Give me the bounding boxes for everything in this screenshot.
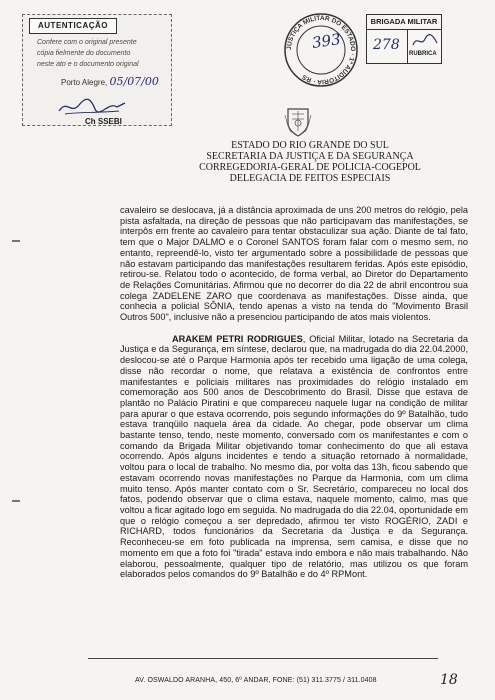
seal-page-number: 393 [310, 30, 342, 52]
signature-icon [57, 95, 127, 117]
brigada-militar-stamp [366, 14, 442, 64]
seal-ring-text: JUSTIÇA MILITAR DO ESTADO · 1ª AUDITORIA · RS [285, 14, 357, 86]
authentication-stamp [22, 14, 172, 126]
brigada-militar-stamp-title: BRIGADA MILITAR [367, 15, 441, 30]
authentication-stamp-date [61, 75, 159, 88]
authentication-stamp-line: neste ato e o documento original [37, 61, 139, 68]
margin-mark [12, 240, 20, 242]
witness-name: ARAKEM PETRI RODRIGUES [172, 333, 303, 344]
rubrica-label: RUBRICA [409, 51, 437, 57]
handwritten-page-number: 18 [440, 672, 458, 688]
footer-address: AV. OSWALDO ARANHA, 450, 6º ANDAR, FONE: (51) 311.3775 / 311.0408 [135, 677, 377, 684]
body-paragraph: cavaleiro se deslocava, já a distância aproximada de uns 200 metros do relógio, pela pista asfaltada, na direção de pessoas que não participavam das manifestações, se interpôs em frente ao cavaleiro para tentar obstaculizar sua ação. Diante de tal fato, tem que o Major DALMO e o Coronel SANTOS foram falar com o mesmo sem, no entanto, repreendê-lo, visto ter argumentado sobre a possibilidade de pessoas que não estavam participando das manifestações resultarem feridas. Após este episódio, retirou-se. Relatou todo o acontecido, de forma verbal, ao Diretor do Departamento de Relações Comunitárias. Afirmou que no decorrer do dia 22 de abril encontrou sua colega ZADELENE ZARO que coordenava as manifestações. Disse ainda, que conhecia a policial SÔNIA, tendo apenas a visto na tenda do "Movimento Brasil Outros 500", inclusive não a presenciou participando de atos mais violentos. [120, 205, 468, 323]
header-delegacia: DELEGACIA DE FEITOS ESPECIAIS [229, 173, 391, 184]
paragraph-text: , Oficial Militar, lotado na Secretaria da Justiça e da Segurança, em síntese, declarou que, na madrugada do dia 22.04.2000, deslocou-se até o Parque Harmonia após ter recebido uma ligação de uma colega, disse não recordar o nome, que relatava a existência de confrontos entre manifestantes e policiais militares nas proximidades do relógio instalado em comemoração aos 500 anos de Descobrimento do Brasil. Disse que estava de plantão no Palácio Piratini e que compareceu naquele lugar na condição de militar para apurar o que estava ocorrendo, pois segundo informações do 9º Batalhão, tudo estava tranqüilo naquela área da cidade. Ao chegar, pode observar um clima bastante tenso, tendo, neste momento, conversado com os manifestantes e com o comando da Brigada Militar objetivando tomar conhecimento do que ali estava ocorrendo. Após alguns incidentes e tendo a situação retornado à normalidade, voltou para o local de trabalho. No mesmo dia, por volta das 13h, ficou sabendo que estavam ocorrendo novas manifestações no Parque da Harmonia, com um clima muito tenso. Após manter contato com o Sr. Secretário, compareceu no local dos fatos, podendo observar que o clima estava, naquele momento, calmo, mas que voltou a ficar agitado logo em seguida. No madrugada do dia 22.04, oportunidade em que o relógio começou a ser depredado, afirmou ter visto ROGÉRIO, ZADI e RICHARD, todos funcionários da Secretaria da Justiça e da Segurança. Reconheceu-se em foto publicada na imprensa, sem camisa, e disse que no momento em que a foto foi "tirada" estava indo embora e não mais trabalhando. Não elaborou, pessoalmente, qualquer tipo de relatório, mas utilizou os que foram elaborados pelos comandos do 9º Batalhão e do 4º RPMont. [120, 333, 468, 580]
header-corregedoria: CORREGEDORIA-GERAL DE POLICIA-COGEPOL [199, 162, 421, 173]
authentication-stamp-footer: Ch SSEBI [85, 117, 122, 126]
place-label: Porto Alegre, [61, 78, 108, 87]
stamp-divider [407, 29, 408, 63]
authentication-stamp-line: cópia fielmente do documento [37, 50, 131, 57]
document-body [120, 205, 468, 580]
header-secretariat: SECRETARIA DA JUSTIÇA E DA SEGURANÇA [206, 151, 414, 162]
header-state: ESTADO DO RIO GRANDE DO SUL [231, 140, 389, 151]
body-paragraph [120, 334, 468, 580]
handwritten-date: 05/07/00 [109, 75, 159, 88]
initials-icon [411, 33, 439, 49]
margin-mark [12, 500, 20, 502]
coat-of-arms-icon [284, 105, 312, 139]
authentication-stamp-title: AUTENTICAÇÃO [29, 18, 117, 34]
authentication-stamp-line: Confere com o original presente [37, 39, 137, 46]
brigada-militar-page-number: 278 [373, 37, 400, 53]
footer-divider [88, 658, 438, 659]
